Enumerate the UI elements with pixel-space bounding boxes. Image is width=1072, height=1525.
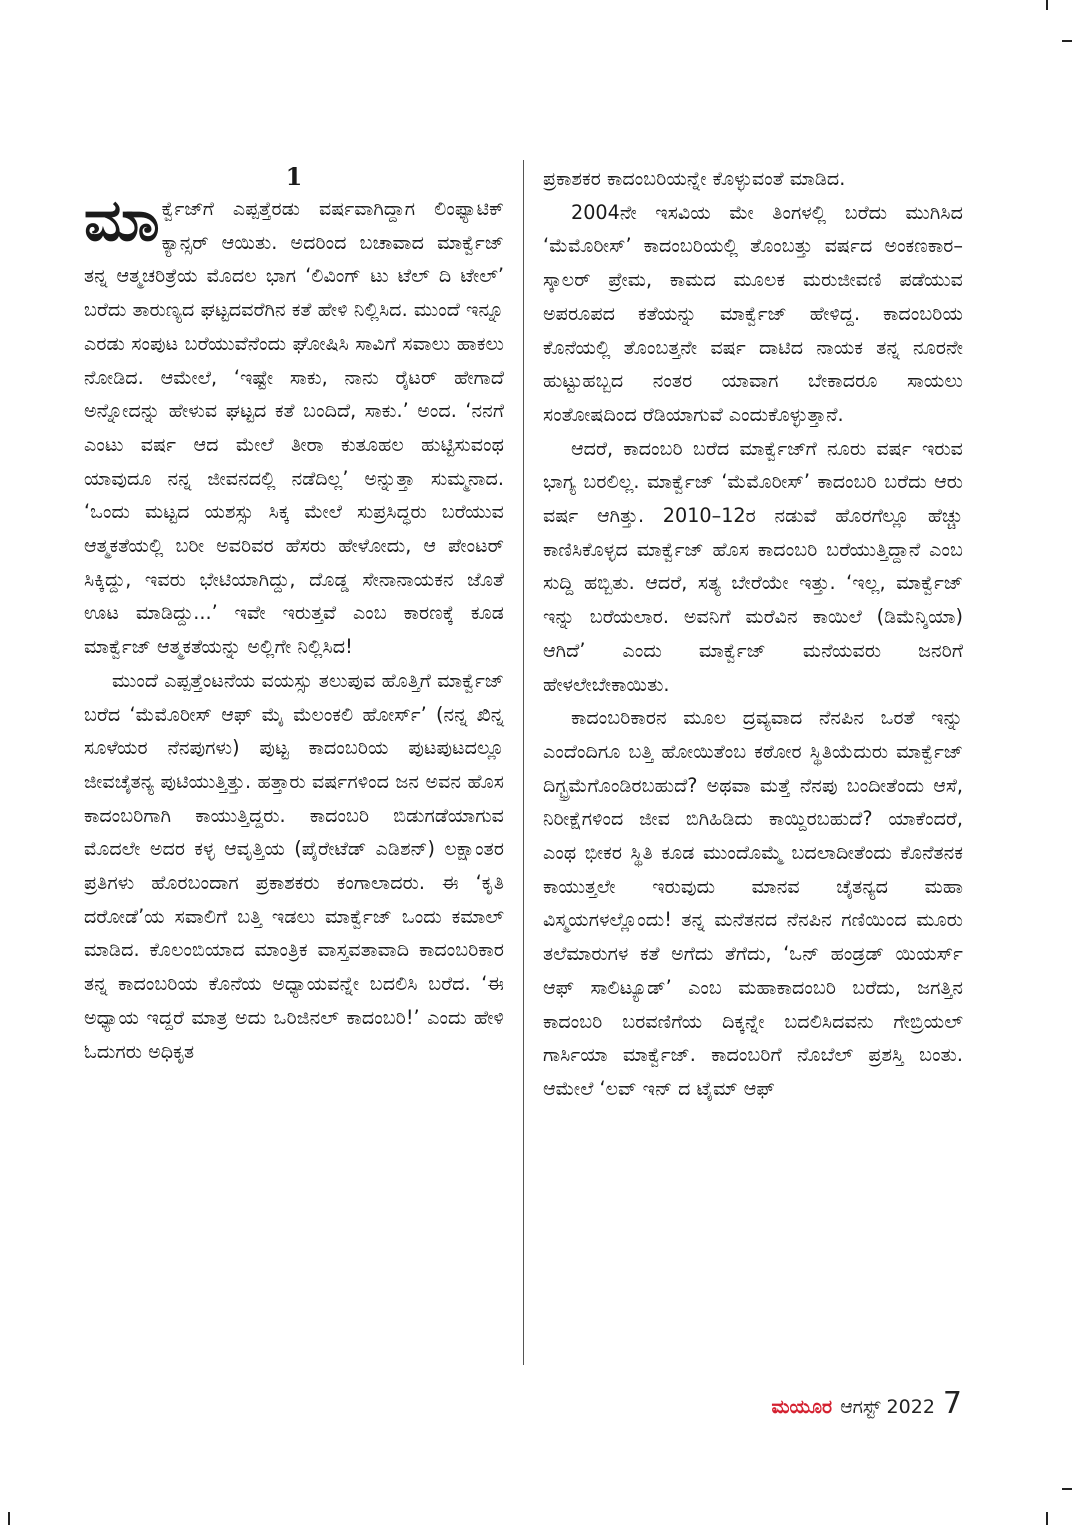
paragraph-5: ಆದರೆ, ಕಾದಂಬರಿ ಬರೆದ ಮಾರ್ಕ್ವೆಜ್‍ಗೆ ನೂರು ವರ್ಷ ಇರುವ ಭಾಗ್ಯ ಬರಲಿಲ್ಲ. ಮಾರ್ಕ್ವೆಜ್ ‘ಮೆಮೊರೀಸ್’ ಕಾದಂಬರಿ ಬರೆದು ಆರು ವರ್ಷ ಆಗಿತ್ತು. 2010–12ರ ನಡುವೆ ಹೊರಗೆಲ್ಲೂ ಹೆಚ್ಚು ಕಾಣಿಸಿಕೊಳ್ಳದ ಮಾರ್ಕ್ವೆಜ್ ಹೊಸ ಕಾದಂಬರಿ ಬರೆಯುತ್ತಿದ್ದಾನೆ ಎಂಬ ಸುದ್ದಿ ಹಬ್ಬಿತು. ಆದರೆ, ಸತ್ಯ ಬೇರೆಯೇ ಇತ್ತು. ‘ಇಲ್ಲ, ಮಾರ್ಕ್ವೆಜ್ ಇನ್ನು ಬರೆಯಲಾರ. ಅವನಿಗೆ ಮರೆವಿನ ಕಾಯಿಲೆ (ಡಿಮೆನ್ಶಿಯಾ) ಆಗಿದೆ’ ಎಂದು ಮಾರ್ಕ್ವೆಜ್ ಮನೆಯವರು ಜನರಿಗೆ ಹೇಳಲೇಬೇಕಾಯಿತು. xyxy=(543,436,963,696)
paragraph-1 xyxy=(84,186,504,664)
crop-mark-top-right xyxy=(1062,40,1072,42)
paragraph-4: 2004ನೇ ಇಸವಿಯ ಮೇ ತಿಂಗಳಲ್ಲಿ ಬರೆದು ಮುಗಿಸಿದ ‘ಮೆಮೊರೀಸ್’ ಕಾದಂಬರಿಯಲ್ಲಿ ತೊಂಬತ್ತು ವರ್ಷದ ಅಂಕಣಕಾರ–ಸ್ಕಾಲರ್ ಪ್ರೇಮ, ಕಾಮದ ಮೂಲಕ ಮರುಜೀವಣಿ ಪಡೆಯುವ ಅಪರೂಪದ ಕತೆಯನ್ನು ಮಾರ್ಕ್ವೆಜ್ ಹೇಳಿದ್ದ. ಕಾದಂಬರಿಯ ಕೊನೆಯಲ್ಲಿ ತೊಂಬತ್ತನೇ ವರ್ಷ ದಾಟಿದ ನಾಯಕ ತನ್ನ ನೂರನೇ ಹುಟ್ಟುಹಬ್ಬದ ನಂತರ ಯಾವಾಗ ಬೇಕಾದರೂ ಸಾಯಲು ಸಂತೋಷದಿಂದ ರೆಡಿಯಾಗುವೆ ಎಂದುಕೊಳ್ಳುತ್ತಾನೆ. xyxy=(543,200,963,426)
chapter-number: 1 xyxy=(285,162,303,191)
page-number: 7 xyxy=(942,1386,962,1421)
drop-cap: ಮಾ xyxy=(84,186,158,254)
paragraph-6: ಕಾದಂಬರಿಕಾರನ ಮೂಲ ದ್ರವ್ಯವಾದ ನೆನಪಿನ ಒರತೆ ಇನ್ನು ಎಂದೆಂದಿಗೂ ಬತ್ತಿ ಹೋಯಿತೆಂಬ ಕಠೋರ ಸ್ಥಿತಿಯೆದುರು ಮಾರ್ಕ್ವೆಜ್ ದಿಗ್ಭ್ರಮೆಗೊಂಡಿರಬಹುದೆ? ಅಥವಾ ಮತ್ತೆ ನೆನಪು ಬಂದೀತೆಂದು ಆಸೆ, ನಿರೀಕ್ಷೆಗಳಿಂದ ಜೀವ ಬಿಗಿಹಿಡಿದು ಕಾಯ್ದಿರಬಹುದೆ? ಯಾಕೆಂದರೆ, ಎಂಥ ಭೀಕರ ಸ್ಥಿತಿ ಕೂಡ ಮುಂದೊಮ್ಮೆ ಬದಲಾದೀತೆಂದು ಕೊನೆತನಕ ಕಾಯುತ್ತಲೇ ಇರುವುದು ಮಾನವ ಚೈತನ್ಯದ ಮಹಾ ವಿಸ್ಮಯಗಳಲ್ಲೊಂದು! ತನ್ನ ಮನೆತನದ ನೆನಪಿನ ಗಣಿಯಿಂದ ಮೂರು ತಲೆಮಾರುಗಳ ಕತೆ ಅಗೆದು ತೆಗೆದು, ‘ಒನ್ ಹಂಡ್ರಡ್ ಯಿಯರ್ಸ್ ಆಫ್ ಸಾಲಿಟ್ಯೂಡ್’ ಎಂಬ ಮಹಾಕಾದಂಬರಿ ಬರೆದು, ಜಗತ್ತಿನ ಕಾದಂಬರಿ ಬರವಣಿಗೆಯ ದಿಕ್ಕನ್ನೇ ಬದಲಿಸಿದವನು ಗೇಬ್ರಿಯಲ್ ಗಾರ್ಸಿಯಾ ಮಾರ್ಕ್ವೆಜ್. ಕಾದಂಬರಿಗೆ ನೊಬೆಲ್ ಪ್ರಶಸ್ತಿ ಬಂತು. ಆಮೇಲೆ ‘ಲವ್ ಇನ್ ದ ಟೈಮ್ ಆಫ್ xyxy=(543,706,963,1100)
magazine-logo: ಮಯೂರ xyxy=(771,1396,833,1418)
paragraph-2: ಮುಂದೆ ಎಪ್ಪತ್ತೆಂಟನೆಯ ವಯಸ್ಸು ತಲುಪುವ ಹೊತ್ತಿಗೆ ಮಾರ್ಕ್ವೆಜ್ ಬರೆದ ‘ಮೆಮೊರೀಸ್ ಆಫ್ ಮೈ ಮೆಲಂಕಲಿ ಹೋರ್ಸ್’ (ನನ್ನ ಖಿನ್ನ ಸೂಳೆಯರ ನೆನಪುಗಳು) ಪುಟ್ಟ ಕಾದಂಬರಿಯ ಪುಟಪುಟದಲ್ಲೂ ಜೀವಚೈತನ್ಯ ಪುಟಿಯುತ್ತಿತ್ತು. ಹತ್ತಾರು ವರ್ಷಗಳಿಂದ ಜನ ಅವನ ಹೊಸ ಕಾದಂಬರಿಗಾಗಿ ಕಾಯುತ್ತಿದ್ದರು. ಕಾದಂಬರಿ ಬಿಡುಗಡೆಯಾಗುವ ಮೊದಲೇ ಅದರ ಕಳ್ಳ ಆವೃತ್ತಿಯ (ಪೈರೇಟೆಡ್ ಎಡಿಶನ್) ಲಕ್ಷಾಂತರ ಪ್ರತಿಗಳು ಹೊರಬಂದಾಗ ಪ್ರಕಾಶಕರು ಕಂಗಾಲಾದರು. ಈ ‘ಕೃತಿ ದರೋಡೆ’ಯ ಸವಾಲಿಗೆ ಬತ್ತಿ ಇಡಲು ಮಾರ್ಕ್ವೆಜ್ ಒಂದು ಕಮಾಲ್ ಮಾಡಿದ. ಕೊಲಂಬಿಯಾದ ಮಾಂತ್ರಿಕ ವಾಸ್ತವತಾವಾದಿ ಕಾದಂಬರಿಕಾರ ತನ್ನ ಕಾದಂಬರಿಯ ಕೊನೆಯ ಅಧ್ಯಾಯವನ್ನೇ ಬದಲಿಸಿ ಬರೆದ. ‘ಈ ಅಧ್ಯಾಯ ಇದ್ದರೆ ಮಾತ್ರ ಅದು ಒರಿಜಿನಲ್ ಕಾದಂಬರಿ!’ ಎಂದು ಹೇಳಿ ಓದುಗರು ಅಧಿಕೃತ xyxy=(84,668,504,1063)
paragraph-3: ಪ್ರಕಾಶಕರ ಕಾದಂಬರಿಯನ್ನೇ ಕೊಳ್ಳುವಂತೆ ಮಾಡಿದ. xyxy=(543,167,846,190)
crop-mark-bottom-left xyxy=(8,1512,10,1525)
column-divider xyxy=(523,160,524,1365)
left-column xyxy=(84,162,504,1068)
right-column xyxy=(543,162,963,1106)
crop-mark-bottom-right xyxy=(1062,1488,1072,1490)
crop-mark-bottom xyxy=(1046,1512,1048,1525)
page-footer xyxy=(771,1386,962,1426)
issue-date: ಆಗಸ್ಟ್ 2022 xyxy=(840,1396,935,1418)
paragraph-1-text: ರ್ಕ್ವೆಜ್‍ಗೆ ಎಪ್ಪತ್ತೆರಡು ವರ್ಷವಾಗಿದ್ದಾಗ ಲಿಂಫ್ಯಾಟಿಕ್ ಕ್ಯಾನ್ಸರ್ ಆಯಿತು. ಅದರಿಂದ ಬಚಾವಾದ ಮಾರ್ಕ್ವೆಜ್ ತನ್ನ ಆತ್ಮಚರಿತ್ರೆಯ ಮೊದಲ ಭಾಗ ‘ಲಿವಿಂಗ್ ಟು ಟೆಲ್ ದಿ ಟೇಲ್’ ಬರೆದು ತಾರುಣ್ಯದ ಘಟ್ಟದವರೆಗಿನ ಕತೆ ಹೇಳಿ ನಿಲ್ಲಿಸಿದ. ಮುಂದೆ ಇನ್ನೂ ಎರಡು ಸಂಪುಟ ಬರೆಯುವೆನೆಂದು ಘೋಷಿಸಿ ಸಾವಿಗೆ ಸವಾಲು ಹಾಕಲು ನೋಡಿದ. ಆಮೇಲೆ, ‘ಇಷ್ಟೇ ಸಾಕು, ನಾನು ರೈಟರ್ ಹೇಗಾದೆ ಅನ್ನೋದನ್ನು ಹೇಳುವ ಘಟ್ಟದ ಕತೆ ಬಂದಿದೆ, ಸಾಕು.’ ಅಂದ. ‘ನನಗೆ ಎಂಟು ವರ್ಷ ಆದ ಮೇಲೆ ತೀರಾ ಕುತೂಹಲ ಹುಟ್ಟಿಸುವಂಥ ಯಾವುದೂ ನನ್ನ ಜೀವನದಲ್ಲಿ ನಡೆದಿಲ್ಲ’ ಅನ್ನುತ್ತಾ ಸುಮ್ಮನಾದ. ‘ಒಂದು ಮಟ್ಟದ ಯಶಸ್ಸು ಸಿಕ್ಕ ಮೇಲೆ ಸುಪ್ರಸಿದ್ಧರು ಬರೆಯುವ ಆತ್ಮಕತೆಯಲ್ಲಿ ಬರೀ ಅವರಿವರ ಹೆಸರು ಹೇಳೋದು, ಆ ಪೇಂಟರ್ ಸಿಕ್ಕಿದ್ದು, ಇವರು ಭೇಟಿಯಾಗಿದ್ದು, ದೊಡ್ಡ ಸೇನಾನಾಯಕನ ಜೊತೆ ಊಟ ಮಾಡಿದ್ದು...’ ಇವೇ ಇರುತ್ತವೆ ಎಂಬ ಕಾರಣಕ್ಕೆ ಕೂಡ ಮಾರ್ಕ್ವೆಜ್ ಆತ್ಮಕತೆಯನ್ನು ಅಲ್ಲಿಗೇ ನಿಲ್ಲಿಸಿದ! xyxy=(84,197,504,659)
crop-mark-top xyxy=(1046,0,1048,10)
